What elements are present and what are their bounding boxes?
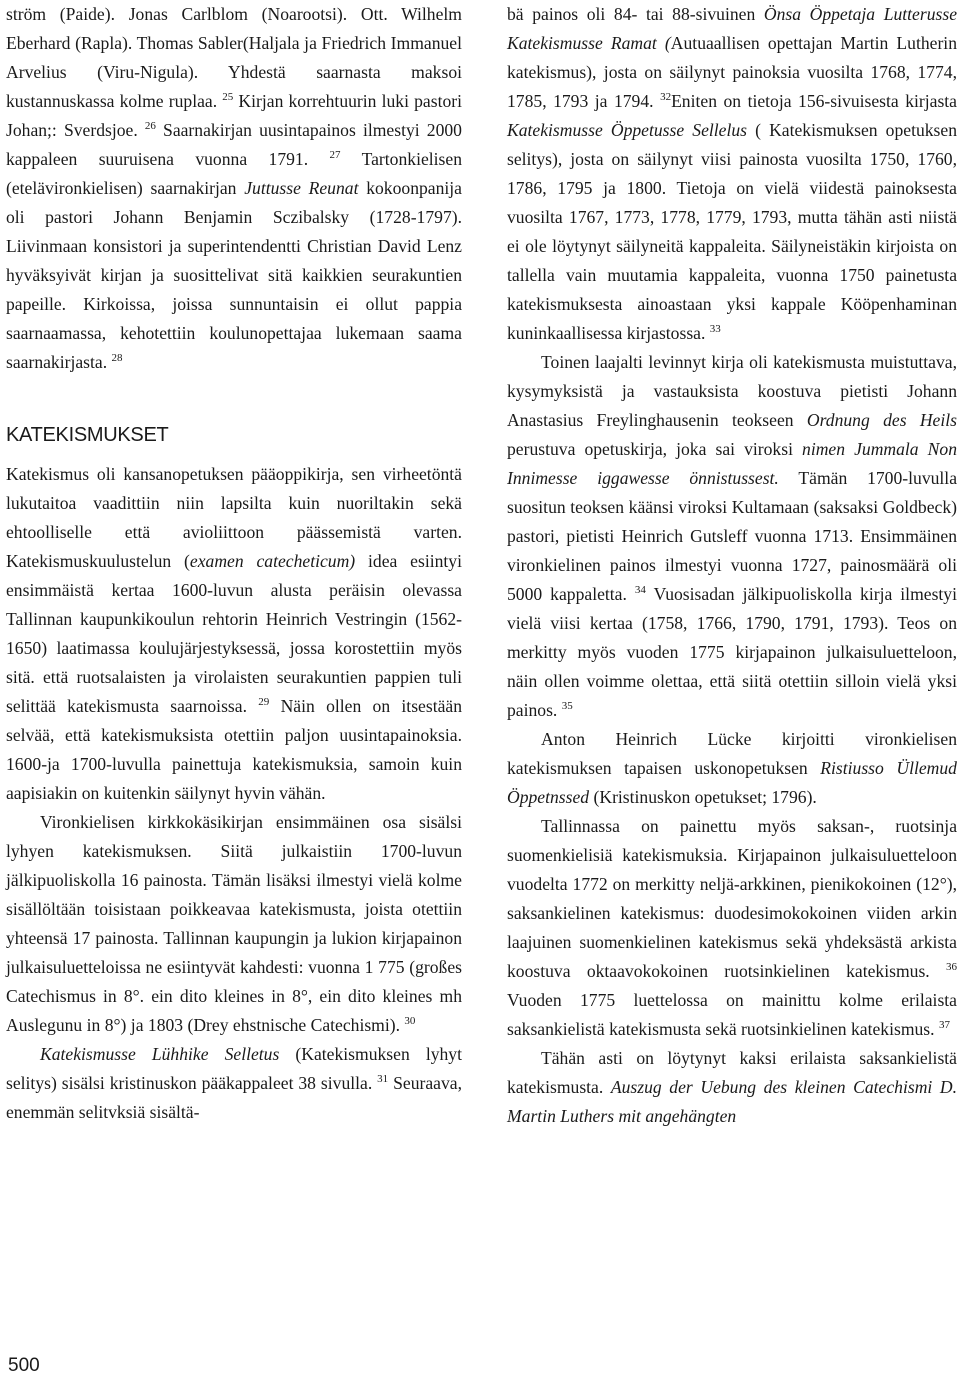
footnote-ref-31: 31 xyxy=(377,1073,389,1086)
page-number: 500 xyxy=(8,1355,40,1376)
footnote-ref-33: 33 xyxy=(709,323,721,336)
footnote-ref-35: 35 xyxy=(561,700,573,713)
text-span: Katekismus oli kansanopetuksen pääoppikirja, sen virheetöntä lukutaitoa vaadittiin niin lapsilta kuin nuoriltakin sekä ehtoolliselle että avioliittoon päässemistä varten. Katekismuskuulustelun ( xyxy=(6,464,462,571)
text-span: Kirjan korrehtuurin luki pastori Johan;: Sverdsjoe. xyxy=(6,91,462,140)
text-span: Tallinnassa on painettu myös saksan-, ruotsinja suomenkielisiä katekismuksia. Kirjapainon julkaisuluetteloon vuodelta 1772 on merkitty neljä-arkkinen, pienikokoinen (12°), saksankielinen katekismus: duodesimokokoinen viiden arkin laajuinen suomenkielinen katekismus sekä yhdeksästä arkista koostuva oktaavokokoinen ruotsinkielinen katekismus. xyxy=(507,816,957,981)
italic-title: Ordnung des Heils xyxy=(806,410,957,430)
text-span: Vironkielisen kirkkokäsikirjan ensimmäinen osa sisälsi lyhyen katekismuksen. Siitä julkaistiin 1700-luvun jälkipuoliskolla 16 painosta. Tämän lisäksi ilmestyi vielä kolme sisällöltään toisistaan poikkeavaa katekismusta, joista otettiin yhteensä 17 painosta. Tallinnan kaupungin ja lukion kirjapainon julkaisuluetteloissa ne esiintyvät kahdesti: vuonna 1 775 (großes Catechismus in 8°. ein dito kleines in 8°, ein dito kleines mh Auslegunu in 8°) ja 1803 (Drey ehstnische Catechismi). xyxy=(6,812,462,1035)
footnote-ref-26: 26 xyxy=(144,120,156,133)
footnote-ref-34: 34 xyxy=(634,584,646,597)
italic-title: Katekismusse Lühhike Selletus xyxy=(40,1044,280,1064)
text-span: Tähän asti on löytynyt kaksi erilaista saksankielistä katekismusta. xyxy=(507,1048,957,1097)
text-span: perustuva opetuskirja, joka sai viroksi xyxy=(507,439,793,459)
right-column xyxy=(507,0,957,1131)
footnote-ref-32: 32 xyxy=(660,91,672,104)
text-span: Eniten on tietoja 156-sivuisesta kirjasta xyxy=(671,91,957,111)
text-span: Seuraava, enemmän selitvksiä sisältä- xyxy=(6,1073,462,1122)
italic-title: Juttusse Reunat xyxy=(244,178,359,198)
paragraph-lucke xyxy=(507,725,957,812)
text-span: kokoonpanija oli pastori Johann Benjamin Sczibalsky (1728-1797). Liivinmaan konsistori ja superintendentti Christian David Lenz hyväksyivät kirjan ja suosittelivat sitä kaikkien seurakuntien papeille. Kirkoissa, joissa sunnuntaisin ei ollut pappia saarnaamassa, kehotettiin koulunopettajaa lukemaan saama saarnakirjasta. xyxy=(6,178,462,372)
left-column xyxy=(6,0,462,1127)
text-span: idea esiintyi ensimmäistä kertaa 1600-luvun alusta peräisin olevassa Tallinnan kaupunkikoulun rehtorin Heinrich Vestringin (1562-1650) laatimassa koulujärjestyksessä, jossa korostettiin myös sitä. että ruotsalaisten ja virolaisten seurakuntien pappien tuli selittää katekismusta saarnoissa. xyxy=(6,551,462,716)
italic-title: nimen Jummala Non Innimesse iggawesse önnistussest. xyxy=(507,439,957,488)
text-span: Vuosisadan jälkipuoliskolla kirja ilmestyi vielä viisi kertaa (1758, 1766, 1790, 1791, 1793). Teos on merkitty myös vuoden 1775 kirjapainon julkaisuluetteloon, näin ollen voimme olettaa, että siitä otettiin silloin vielä yksi painos. xyxy=(507,584,957,720)
footnote-ref-27: 27 xyxy=(329,149,341,162)
text-span: (Kristinuskon opetukset; 1796). xyxy=(593,787,817,807)
paragraph-catechism-intro xyxy=(6,460,462,808)
text-span: ( Katekismuksen opetuksen selitys), josta on säilynyt viisi painosta vuosilta 1750, 1760, 1786, 1795 ja 1800. Tietoja on vielä viidestä painoksesta vuosilta 1767, 1773, 1778, 1779, 1793, mutta tähän asti niistä ei ole löytynyt säilyneitä kappaleita. Säilyneistäkin kirjoista on tallella vain muutamia kappaleita, vuonna 1750 painetusta katekismuksesta ainoastaan yksi kappale Kööpenhaminan kuninkaallisessa kirjastossa. xyxy=(507,120,958,343)
paragraph-editions xyxy=(507,0,957,348)
section-heading: KATEKISMUKSET xyxy=(6,424,169,446)
paragraph-tallinn-prints xyxy=(507,812,957,1044)
text-span: Vuoden 1775 luettelossa on mainittu kolme erilaista saksankielistä katekismusta sekä ruotsinkielinen katekismus. xyxy=(507,990,957,1039)
footnote-ref-25: 25 xyxy=(222,91,234,104)
text-span: Tämän 1700-luvulla suositun teoksen käänsi viroksi Kultamaan (saksaksi Goldbeck) pastori, pietisti Heinrich Gutsleff vuonna 1713. Ensimmäinen vironkielinen painos ilmestyi vuonna 1727, painosmäärä oli 5000 kappaletta. xyxy=(507,468,957,604)
italic-title: Auszug der Uebung des kleinen Catechismi D. Martin Luthers mit angehängten xyxy=(507,1077,957,1126)
italic-term: examen catecheticum) xyxy=(189,551,356,571)
paragraph-church-manual xyxy=(6,808,462,1040)
footnote-ref-36: 36 xyxy=(945,961,957,974)
italic-title: Ristiusso Üllemud Öppetnssed xyxy=(507,758,957,807)
paragraph-german-catechisms xyxy=(507,1044,957,1131)
text-span: (Katekismuksen lyhyt selitys) sisälsi kristinuskon pääkappaleet 38 sivulla. xyxy=(6,1044,462,1093)
paragraph-freylinghausen xyxy=(507,348,957,725)
paragraph-sermon-book xyxy=(6,0,462,377)
text-span: Saarnakirjan uusintapainos ilmestyi 2000 kappaleen suuruisena vuonna 1791. xyxy=(6,120,462,169)
italic-title: Katekismusse Öppetusse Sellelus xyxy=(507,120,748,140)
text-span: Tartonkielisen (etelävironkielisen) saarnakirjan xyxy=(6,149,462,198)
paragraph-short-explanation xyxy=(6,1040,462,1127)
text-span: Autuaallisen opettajan Martin Lutherin katekismus), josta on säilynyt painoksia vuosilta 1768, 1774, 1785, 1793 ja 1794. xyxy=(507,33,957,111)
text-span: Anton Heinrich Lücke kirjoitti vironkielisen katekismuksen tapaisen uskonopetuksen xyxy=(507,729,957,778)
text-span: bä painos oli 84- tai 88-sivuinen xyxy=(507,4,756,24)
footnote-ref-30: 30 xyxy=(404,1015,416,1028)
footnote-ref-37: 37 xyxy=(938,1019,950,1032)
italic-title: Önsa Öppetaja Lutterusse Katekismusse Ramat ( xyxy=(507,4,958,53)
footnote-ref-29: 29 xyxy=(258,696,270,709)
footnote-ref-28: 28 xyxy=(111,352,123,365)
text-span: Näin ollen on itsestään selvää, että katekismuksista otettiin paljon uusintapainoksia. 1600-ja 1700-luvulla painettuja katekismuksia, samoin kuin aapisiakin on kuitenkin säilynyt hyvin vähän. xyxy=(6,696,462,803)
text-span: ström (Paide). Jonas Carlblom (Noarootsi). Ott. Wilhelm Eberhard (Rapla). Thomas Sabler(Haljala ja Friedrich Immanuel Arvelius (Viru-Nigula). Yhdestä saarnasta maksoi kustannuskassa kolme ruplaa. xyxy=(6,4,462,111)
text-span: Toinen laajalti levinnyt kirja oli katekismusta muistuttava, kysymyksistä ja vastauksista koostuva pietisti Johann Anastasius Freylinghausenin teokseen xyxy=(507,352,957,430)
